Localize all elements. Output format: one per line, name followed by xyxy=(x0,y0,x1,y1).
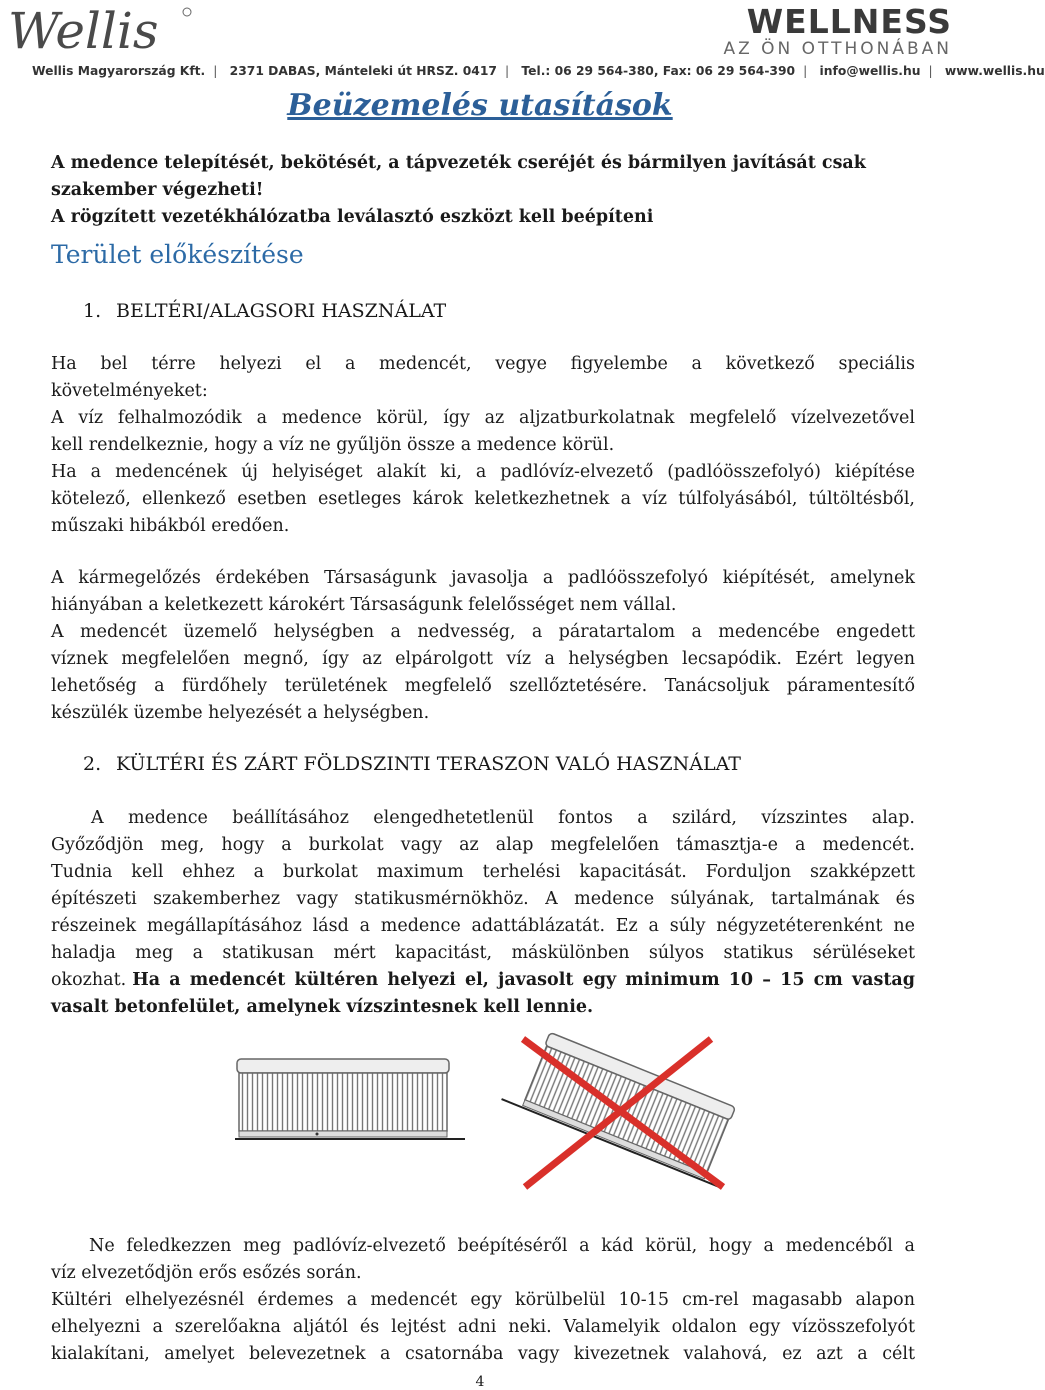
section1-heading: BELTÉRI/ALAGSORI HASZNÁLAT xyxy=(116,300,447,322)
text-line: készülék üzembe helyezését a helységben. xyxy=(51,703,430,723)
text-line: A medencét üzemelő helységben a nedvesség, a páratartalom a medencébe engedett xyxy=(51,622,915,642)
brand-subtitle: AZ ÖN OTTHONÁBAN xyxy=(723,39,952,59)
text-line: részeinek megállapításához lásd a medence adattáblázatát. Ez a súly négyzetéterenként ne xyxy=(51,916,915,936)
text-line: kötelező, ellenkező esetben esetleges károk keletkezhetnek a víz túlfolyásából, túltöltésből, xyxy=(51,489,915,509)
text-line: követelményeket: xyxy=(51,381,208,401)
text-line xyxy=(51,967,915,994)
text-line: Kültéri elhelyezésnél érdemes a medencét egy körülbelül 10-15 cm-rel magasabb alapon xyxy=(51,1290,915,1310)
spa-placement-figures xyxy=(225,1035,735,1195)
text-line: építészeti szakemberhez vagy statikusmérnökhöz. A medence súlyának, tartalmának és xyxy=(51,889,915,909)
company-email[interactable]: info@wellis.hu xyxy=(819,64,921,78)
section-title: Terület előkészítése xyxy=(51,240,304,269)
text-line: műszaki hibákból eredően. xyxy=(51,516,290,536)
warning-line: A rögzített vezetékhálózatba leválasztó eszközt kell beépíteni xyxy=(51,207,654,227)
text-line: A víz felhalmozódik a medence körül, így az aljzatburkolatnak megfelelő vízelvezetővel xyxy=(51,408,915,428)
text-span: okozhat. xyxy=(51,970,127,990)
drainage-paragraph xyxy=(51,1233,915,1368)
wellis-logo-text: Wellis xyxy=(8,2,159,60)
company-phone: Tel.: 06 29 564-380, Fax: 06 29 564-390 xyxy=(521,64,796,78)
section1-paragraph2 xyxy=(51,565,915,727)
text-line: elhelyezni a szerelőakna aljától és lejtést adni neki. Valamelyik oldalon egy vízösszefolyót xyxy=(51,1317,915,1337)
company-web[interactable]: www.wellis.hu xyxy=(944,64,1045,78)
section1-paragraph1 xyxy=(51,351,915,540)
contact-bar: Wellis Magyarország Kft. | 2371 DABAS, Mánteleki út HRSZ. 0417 | Tel.: 06 29 564-380, Fax: 06 29 564-390 | info@wellis.hu | www.wellis.hu xyxy=(32,64,1045,78)
text-line: Ha a medencének új helyiséget alakít ki, a padlóvíz-elvezető (padlóösszefolyó) kiépítése xyxy=(51,462,915,482)
page-title: Beüzemelés utasítások xyxy=(287,88,673,123)
text-line: A kármegelőzés érdekében Társaságunk javasolja a padlóösszefolyó kiépítését, amelynek xyxy=(51,568,915,588)
text-line: víznek megfelelően megnő, így az elpárolgott víz a helységben lecsapódik. Ezért legyen xyxy=(51,649,915,669)
section2-heading: KÜLTÉRI ÉS ZÁRT FÖLDSZINTI TERASZON VALÓ HASZNÁLAT xyxy=(116,753,741,775)
brand-title: WELLNESS xyxy=(746,2,952,41)
page-header xyxy=(0,0,1045,90)
section2-number: 2. xyxy=(83,753,102,775)
company-name: Wellis Magyarország Kft. xyxy=(32,64,206,78)
text-line: kialakítani, amelyet belevezetnek a csatornába vagy kivezetnek valahová, ez azt a célt xyxy=(51,1344,915,1364)
bold-text: vasalt betonfelület, amelynek vízszintesnek kell lennie. xyxy=(51,997,594,1017)
section2-paragraph xyxy=(51,805,915,1021)
text-line: lehetőség a fürdőhely területének megfelelő szellőztetésére. Tanácsoljuk páramentesítő xyxy=(51,676,915,696)
section1-number: 1. xyxy=(83,300,102,322)
bold-text: Ha a medencét kültéren helyezi el, javasolt egy minimum 10 – 15 cm vastag xyxy=(132,970,915,990)
text-line: Ha bel térre helyezi el a medencét, vegye figyelembe a következő speciális xyxy=(51,354,915,374)
text-line: Ne feledkezzen meg padlóvíz-elvezető beépítéséről a kád körül, hogy a medencéből a xyxy=(89,1236,915,1256)
warning-line: A medence telepítését, bekötését, a tápvezeték cseréjét és bármilyen javítását csak xyxy=(51,153,866,173)
text-line: kell rendelkeznie, hogy a víz ne gyűljön össze a medence körül. xyxy=(51,435,615,455)
text-line: Győződjön meg, hogy a burkolat vagy az alap megfelelően támasztja-e a medencét. xyxy=(51,835,915,855)
level-spa-icon xyxy=(235,1059,465,1139)
tilted-spa-crossed-icon xyxy=(502,1025,751,1188)
wellis-logo xyxy=(6,2,196,58)
text-line: hiányában a keletkezett károkért Társaságunk felelősséget nem vállal. xyxy=(51,595,677,615)
text-line: víz elvezetődjön erős esőzés során. xyxy=(51,1263,362,1283)
company-address: 2371 DABAS, Mánteleki út HRSZ. 0417 xyxy=(229,64,497,78)
warning-line: szakember végezheti! xyxy=(51,180,264,200)
page-number: 4 xyxy=(475,1374,485,1390)
safety-warning xyxy=(51,150,915,231)
text-line: A medence beállításához elengedhetetlenül fontos a szilárd, vízszintes alap. xyxy=(91,808,915,828)
text-line: haladja meg a statikusan mért kapacitást, máskülönben súlyos statikus sérüléseket xyxy=(51,943,915,963)
text-line: Tudnia kell ehhez a burkolat maximum terhelési kapacitását. Forduljon szakképzett xyxy=(51,862,915,882)
